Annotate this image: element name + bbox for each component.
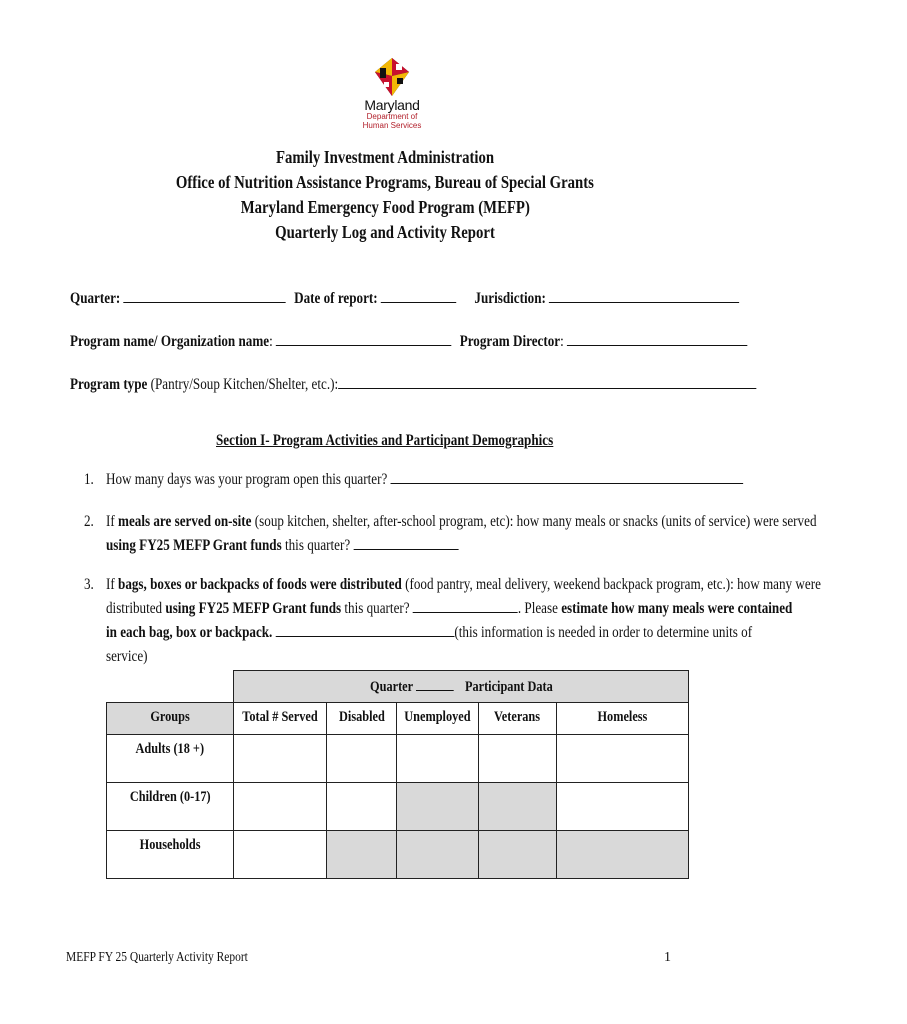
- header-line-1: Family Investment Administration: [275, 147, 495, 167]
- maryland-flag-shield-icon: [372, 56, 412, 98]
- section-title-text: Section I- Program Activities and Participant Demographics: [216, 432, 554, 449]
- meals-served-field[interactable]: [353, 535, 458, 550]
- question-1-number: 1.: [84, 471, 94, 488]
- question-3-bold-4: in each bag, box or backpack.: [106, 624, 273, 641]
- program-type-field[interactable]: [338, 374, 756, 389]
- question-3-number: 3.: [84, 576, 94, 593]
- column-header-disabled: Disabled: [326, 703, 396, 735]
- row-label-adults: Adults (18 +): [107, 735, 234, 783]
- quarter-label: Quarter:: [70, 290, 121, 307]
- logo-subtitle-2: Human Services: [362, 121, 422, 130]
- program-type-label: Program type: [70, 376, 148, 393]
- table-quarter-header: [234, 671, 689, 703]
- logo-subtitle-1: Department of: [366, 112, 418, 121]
- bags-distributed-field[interactable]: [413, 598, 518, 613]
- table-cell[interactable]: [234, 735, 327, 783]
- table-cell[interactable]: [326, 783, 396, 831]
- maryland-dhs-logo: [352, 56, 432, 138]
- program-type-row: [70, 374, 907, 394]
- section-title: [0, 432, 770, 450]
- program-name-label: Program name/ Organization name: [70, 333, 270, 350]
- table-cell[interactable]: [396, 735, 478, 783]
- question-3-bold-3: estimate how many meals were contained: [561, 600, 793, 617]
- question-1-text: How many days was your program open this quarter?: [106, 471, 388, 488]
- page-number: 1: [664, 950, 671, 965]
- report-info-row: [70, 288, 886, 308]
- table-cell-disabled: [326, 831, 396, 879]
- question-2-number: 2.: [84, 513, 94, 530]
- program-info-row: [70, 331, 896, 351]
- jurisdiction-field[interactable]: [549, 288, 739, 303]
- row-label-households: Households: [107, 831, 234, 879]
- program-director-field[interactable]: [567, 331, 747, 346]
- quarter-field[interactable]: [124, 288, 286, 303]
- table-quarter-field[interactable]: [415, 678, 453, 691]
- program-name-colon: :: [269, 333, 273, 350]
- header-line-4: Quarterly Log and Activity Report: [275, 222, 495, 242]
- column-header-groups: Groups: [107, 703, 234, 735]
- question-3-text-6: service): [106, 648, 148, 665]
- question-2-bold-1: meals are served on-site: [118, 513, 252, 530]
- question-3-bold-2: using FY25 MEFP Grant funds: [165, 600, 342, 617]
- program-name-field[interactable]: [276, 331, 451, 346]
- table-cell[interactable]: [478, 735, 556, 783]
- table-cell[interactable]: [234, 783, 327, 831]
- date-of-report-label: Date of report:: [294, 290, 378, 307]
- table-cell[interactable]: [326, 735, 396, 783]
- table-cell-disabled: [478, 831, 556, 879]
- question-3-text-2: distributed: [106, 600, 166, 617]
- table-blank-corner: [107, 671, 234, 703]
- question-2-text-1: (soup kitchen, shelter, after-school program, etc): how many meals or snacks (units of service) were served: [251, 513, 817, 530]
- table-cell-disabled: [478, 783, 556, 831]
- question-3-text-1: (food pantry, meal delivery, weekend backpack program, etc.): how many were: [401, 576, 821, 593]
- days-open-field[interactable]: [391, 469, 744, 484]
- document-header: [0, 145, 770, 245]
- footer-title: MEFP FY 25 Quarterly Activity Report: [66, 950, 248, 965]
- table-cell-disabled: [556, 831, 688, 879]
- table-cell[interactable]: [556, 735, 688, 783]
- date-of-report-field[interactable]: [381, 288, 456, 303]
- logo-name: Maryland: [364, 97, 420, 113]
- participant-data-table: [106, 670, 689, 879]
- question-2-if: If: [106, 513, 119, 530]
- table-cell-disabled: [396, 783, 478, 831]
- column-header-veterans: Veterans: [478, 703, 556, 735]
- question-3-if: If: [106, 576, 119, 593]
- table-cell[interactable]: [234, 831, 327, 879]
- jurisdiction-label: Jurisdiction:: [474, 290, 546, 307]
- program-director-label: Program Director: [459, 333, 561, 350]
- header-line-2: Office of Nutrition Assistance Programs, Bureau of Special Grants: [175, 172, 595, 192]
- table-quarter-label: Quarter: [369, 678, 413, 695]
- column-header-unemployed: Unemployed: [396, 703, 478, 735]
- question-3-text-4: . Please: [517, 600, 562, 617]
- question-3-text-5: (this information is needed in order to determine units of: [454, 624, 753, 641]
- table-cell-disabled: [396, 831, 478, 879]
- row-label-children: Children (0-17): [107, 783, 234, 831]
- question-3-text-3: this quarter?: [341, 600, 413, 617]
- column-header-homeless: Homeless: [556, 703, 688, 735]
- program-type-hint: (Pantry/Soup Kitchen/Shelter, etc.):: [150, 376, 339, 393]
- header-line-3: Maryland Emergency Food Program (MEFP): [240, 197, 530, 217]
- column-header-total-served: Total # Served: [234, 703, 327, 735]
- question-2-bold-2: using FY25 MEFP Grant funds: [106, 537, 282, 554]
- program-director-colon: :: [560, 333, 564, 350]
- question-2-text-2: this quarter?: [281, 537, 351, 554]
- question-3-bold-1: bags, boxes or backpacks of foods were distributed: [118, 576, 402, 593]
- table-participant-label: Participant Data: [464, 678, 553, 695]
- meals-per-bag-field[interactable]: [276, 622, 455, 637]
- table-cell[interactable]: [556, 783, 688, 831]
